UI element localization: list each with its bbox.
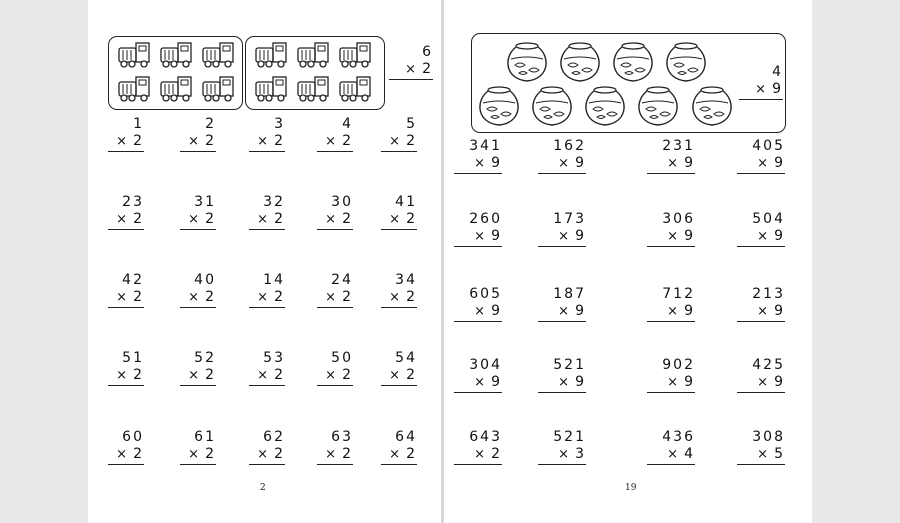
top-number: 50: [331, 350, 353, 366]
times-sign: ×: [474, 156, 488, 171]
multiplication-problem: [454, 138, 502, 174]
multiplier: 2: [406, 367, 417, 383]
multiplication-problem: [538, 138, 586, 174]
multiplier: 9: [684, 155, 695, 171]
multiplication-problem: [317, 350, 353, 386]
multiplier: 2: [274, 289, 285, 305]
multiplier: 2: [205, 211, 216, 227]
bottom-line: [737, 374, 785, 393]
times-sign: ×: [474, 375, 488, 390]
fishbowl-icon: [586, 87, 624, 125]
train-group-box-1: [108, 36, 243, 110]
bottom-line: [249, 133, 285, 152]
multiplier: 2: [406, 289, 417, 305]
times-sign: ×: [116, 212, 130, 227]
multiplication-problem: [737, 429, 785, 465]
multiplication-problem: [317, 272, 353, 308]
multiplication-problem: [180, 116, 216, 152]
top-number: 213: [752, 286, 785, 302]
bottom-line: [737, 303, 785, 322]
multiplication-problem: [538, 211, 586, 247]
times-sign: ×: [116, 134, 130, 149]
multiplication-problem: [647, 429, 695, 465]
top-number: 162: [553, 138, 586, 154]
times-sign: ×: [116, 290, 130, 305]
top-number: 1: [133, 116, 144, 132]
times-sign: ×: [558, 229, 572, 244]
bottom-line: [381, 446, 417, 465]
multiplier: 2: [342, 211, 353, 227]
page-number-right: 19: [625, 483, 637, 493]
multiplication-problem: [381, 194, 417, 230]
top-number: 231: [662, 138, 695, 154]
top-number: 3: [274, 116, 285, 132]
multiplier: 9: [575, 155, 586, 171]
multiplier: 2: [491, 446, 502, 462]
example-top-number: 4: [772, 64, 783, 80]
top-number: 5: [406, 116, 417, 132]
top-number: 54: [395, 350, 417, 366]
multiplier: 9: [491, 228, 502, 244]
top-number: 53: [263, 350, 285, 366]
multiplier: 9: [774, 228, 785, 244]
example-bottom-line: [739, 81, 783, 100]
multiplier: 2: [205, 289, 216, 305]
bottom-line: [317, 133, 353, 152]
times-sign: ×: [257, 212, 271, 227]
bottom-line: [737, 228, 785, 247]
top-number: 14: [263, 272, 285, 288]
multiplier: 2: [205, 367, 216, 383]
top-number: 643: [469, 429, 502, 445]
top-number: 605: [469, 286, 502, 302]
top-number: 24: [331, 272, 353, 288]
times-sign: ×: [474, 447, 488, 462]
train-icon-group: [246, 37, 384, 109]
multiplier: 9: [774, 374, 785, 390]
multiplication-problem: [647, 138, 695, 174]
top-number: 64: [395, 429, 417, 445]
multiplier: 9: [684, 303, 695, 319]
times-sign: ×: [188, 134, 202, 149]
bottom-line: [108, 446, 144, 465]
times-sign: ×: [667, 375, 681, 390]
top-number: 42: [122, 272, 144, 288]
multiplier: 9: [774, 303, 785, 319]
bottom-line: [454, 155, 502, 174]
fishbowl-icon: [667, 43, 705, 81]
top-number: 30: [331, 194, 353, 210]
multiplier: 9: [491, 155, 502, 171]
train-icon: [161, 43, 191, 67]
multiplier: 2: [133, 446, 144, 462]
times-sign: ×: [757, 375, 771, 390]
top-number: 31: [194, 194, 216, 210]
times-sign: ×: [558, 447, 572, 462]
top-number: 521: [553, 357, 586, 373]
bottom-line: [538, 446, 586, 465]
times-sign: ×: [257, 290, 271, 305]
bottom-line: [647, 228, 695, 247]
times-sign: ×: [116, 368, 130, 383]
times-sign: ×: [667, 229, 681, 244]
train-icon-group: [109, 37, 242, 109]
multiplication-problem: [249, 194, 285, 230]
left-page: [88, 0, 441, 523]
top-number: 712: [662, 286, 695, 302]
times-sign: ×: [325, 368, 339, 383]
top-number: 52: [194, 350, 216, 366]
top-number: 436: [662, 429, 695, 445]
bottom-line: [249, 367, 285, 386]
example-multiplier: 9: [772, 81, 783, 97]
example-multiplier: 2: [422, 61, 433, 77]
times-sign: ×: [257, 368, 271, 383]
multiplier: 9: [774, 155, 785, 171]
top-number: 34: [395, 272, 417, 288]
multiplication-problem: [108, 350, 144, 386]
bottom-line: [538, 303, 586, 322]
multiplication-problem: [381, 350, 417, 386]
times-sign: ×: [755, 82, 769, 97]
multiplier: 2: [406, 133, 417, 149]
times-sign: ×: [558, 156, 572, 171]
multiplication-problem: [538, 357, 586, 393]
top-number: 187: [553, 286, 586, 302]
bottom-line: [381, 367, 417, 386]
bottom-line: [737, 155, 785, 174]
bottom-line: [381, 133, 417, 152]
top-number: 4: [342, 116, 353, 132]
top-number: 260: [469, 211, 502, 227]
multiplication-problem: [381, 116, 417, 152]
times-sign: ×: [757, 447, 771, 462]
top-number: 51: [122, 350, 144, 366]
multiplier: 2: [406, 446, 417, 462]
train-icon: [203, 77, 233, 101]
multiplier: 2: [406, 211, 417, 227]
multiplication-problem: [538, 429, 586, 465]
train-group-box-2: [245, 36, 385, 110]
multiplier: 4: [684, 446, 695, 462]
multiplication-problem: [647, 286, 695, 322]
multiplication-problem: [180, 272, 216, 308]
times-sign: ×: [757, 229, 771, 244]
fishbowl-icon: [508, 43, 546, 81]
multiplier: 2: [205, 446, 216, 462]
multiplier: 9: [491, 303, 502, 319]
multiplication-problem: [454, 429, 502, 465]
multiplication-problem: [317, 194, 353, 230]
multiplication-problem: [249, 116, 285, 152]
multiplier: 2: [342, 133, 353, 149]
bottom-line: [538, 228, 586, 247]
train-icon: [340, 77, 370, 101]
bottom-line: [454, 374, 502, 393]
top-number: 405: [752, 138, 785, 154]
multiplier: 2: [133, 289, 144, 305]
multiplication-problem: [381, 429, 417, 465]
times-sign: ×: [389, 212, 403, 227]
bottom-line: [647, 155, 695, 174]
bottom-line: [454, 228, 502, 247]
top-number: 304: [469, 357, 502, 373]
bottom-line: [454, 446, 502, 465]
multiplier: 2: [274, 211, 285, 227]
multiplication-problem: [108, 116, 144, 152]
top-number: 425: [752, 357, 785, 373]
top-number: 32: [263, 194, 285, 210]
times-sign: ×: [667, 447, 681, 462]
times-sign: ×: [257, 134, 271, 149]
multiplier: 2: [205, 133, 216, 149]
train-icon: [119, 77, 149, 101]
times-sign: ×: [558, 375, 572, 390]
bottom-line: [317, 211, 353, 230]
times-sign: ×: [389, 368, 403, 383]
train-icon: [119, 43, 149, 67]
bottom-line: [317, 289, 353, 308]
multiplier: 9: [575, 228, 586, 244]
bottom-line: [180, 289, 216, 308]
times-sign: ×: [389, 447, 403, 462]
multiplier: 5: [774, 446, 785, 462]
bottom-line: [180, 446, 216, 465]
top-number: 23: [122, 194, 144, 210]
bottom-line: [381, 211, 417, 230]
top-number: 62: [263, 429, 285, 445]
bottom-line: [737, 446, 785, 465]
bottom-line: [454, 303, 502, 322]
times-sign: ×: [325, 290, 339, 305]
bottom-line: [249, 211, 285, 230]
multiplication-problem: [108, 429, 144, 465]
times-sign: ×: [474, 229, 488, 244]
times-sign: ×: [188, 447, 202, 462]
times-sign: ×: [757, 304, 771, 319]
times-sign: ×: [667, 156, 681, 171]
times-sign: ×: [389, 134, 403, 149]
multiplier: 9: [575, 303, 586, 319]
multiplier: 9: [575, 374, 586, 390]
times-sign: ×: [325, 212, 339, 227]
example-problem: [389, 44, 433, 80]
multiplication-problem: [108, 194, 144, 230]
multiplication-problem: [454, 357, 502, 393]
train-icon: [340, 43, 370, 67]
multiplication-problem: [108, 272, 144, 308]
multiplication-problem: [737, 286, 785, 322]
top-number: 63: [331, 429, 353, 445]
times-sign: ×: [116, 447, 130, 462]
right-page: [444, 0, 812, 523]
multiplication-problem: [317, 429, 353, 465]
top-number: 173: [553, 211, 586, 227]
times-sign: ×: [188, 290, 202, 305]
times-sign: ×: [558, 304, 572, 319]
times-sign: ×: [474, 304, 488, 319]
train-icon: [203, 43, 233, 67]
bottom-line: [108, 211, 144, 230]
multiplier: 9: [684, 228, 695, 244]
bottom-line: [647, 374, 695, 393]
multiplier: 2: [274, 446, 285, 462]
multiplication-problem: [737, 138, 785, 174]
multiplication-problem: [737, 211, 785, 247]
bottom-line: [249, 289, 285, 308]
times-sign: ×: [757, 156, 771, 171]
bottom-line: [647, 446, 695, 465]
top-number: 60: [122, 429, 144, 445]
top-number: 308: [752, 429, 785, 445]
multiplier: 2: [342, 367, 353, 383]
top-number: 341: [469, 138, 502, 154]
top-number: 2: [205, 116, 216, 132]
train-icon: [298, 43, 328, 67]
times-sign: ×: [188, 212, 202, 227]
multiplication-problem: [454, 211, 502, 247]
bottom-line: [538, 155, 586, 174]
multiplier: 2: [133, 367, 144, 383]
fishbowl-icon: [639, 87, 677, 125]
times-sign: ×: [325, 134, 339, 149]
multiplication-problem: [249, 272, 285, 308]
fishbowl-icon: [533, 87, 571, 125]
fishbowl-icon: [614, 43, 652, 81]
multiplier: 2: [133, 211, 144, 227]
fishbowl-icon: [561, 43, 599, 81]
multiplication-problem: [454, 286, 502, 322]
times-sign: ×: [667, 304, 681, 319]
times-sign: ×: [257, 447, 271, 462]
bottom-line: [108, 133, 144, 152]
bottom-line: [647, 303, 695, 322]
multiplication-problem: [180, 429, 216, 465]
multiplication-problem: [737, 357, 785, 393]
example-bottom-line: [389, 61, 433, 80]
bottom-line: [108, 289, 144, 308]
bottom-line: [108, 367, 144, 386]
multiplication-problem: [180, 350, 216, 386]
train-icon: [256, 77, 286, 101]
train-icon: [298, 77, 328, 101]
multiplier: 9: [491, 374, 502, 390]
top-number: 504: [752, 211, 785, 227]
times-sign: ×: [389, 290, 403, 305]
example-problem: [739, 64, 783, 100]
top-number: 41: [395, 194, 417, 210]
page-number-left: 2: [260, 483, 266, 493]
multiplication-problem: [249, 350, 285, 386]
bottom-line: [317, 446, 353, 465]
multiplier: 2: [133, 133, 144, 149]
multiplier: 2: [274, 367, 285, 383]
bottom-line: [180, 133, 216, 152]
multiplication-problem: [180, 194, 216, 230]
multiplier: 2: [342, 446, 353, 462]
bottom-line: [538, 374, 586, 393]
bottom-line: [180, 211, 216, 230]
multiplication-problem: [538, 286, 586, 322]
multiplier: 9: [684, 374, 695, 390]
multiplier: 3: [575, 446, 586, 462]
example-top-number: 6: [422, 44, 433, 60]
top-number: 40: [194, 272, 216, 288]
multiplication-problem: [317, 116, 353, 152]
times-sign: ×: [188, 368, 202, 383]
times-sign: ×: [325, 447, 339, 462]
multiplication-problem: [647, 357, 695, 393]
train-icon: [161, 77, 191, 101]
multiplication-problem: [647, 211, 695, 247]
multiplier: 2: [342, 289, 353, 305]
bottom-line: [180, 367, 216, 386]
fishbowl-icon: [480, 87, 518, 125]
top-number: 521: [553, 429, 586, 445]
train-icon: [256, 43, 286, 67]
bottom-line: [249, 446, 285, 465]
multiplication-problem: [381, 272, 417, 308]
times-sign: ×: [405, 62, 419, 77]
fishbowl-icon: [693, 87, 731, 125]
multiplier: 2: [274, 133, 285, 149]
top-number: 902: [662, 357, 695, 373]
bottom-line: [381, 289, 417, 308]
top-number: 61: [194, 429, 216, 445]
multiplication-problem: [249, 429, 285, 465]
top-number: 306: [662, 211, 695, 227]
bottom-line: [317, 367, 353, 386]
